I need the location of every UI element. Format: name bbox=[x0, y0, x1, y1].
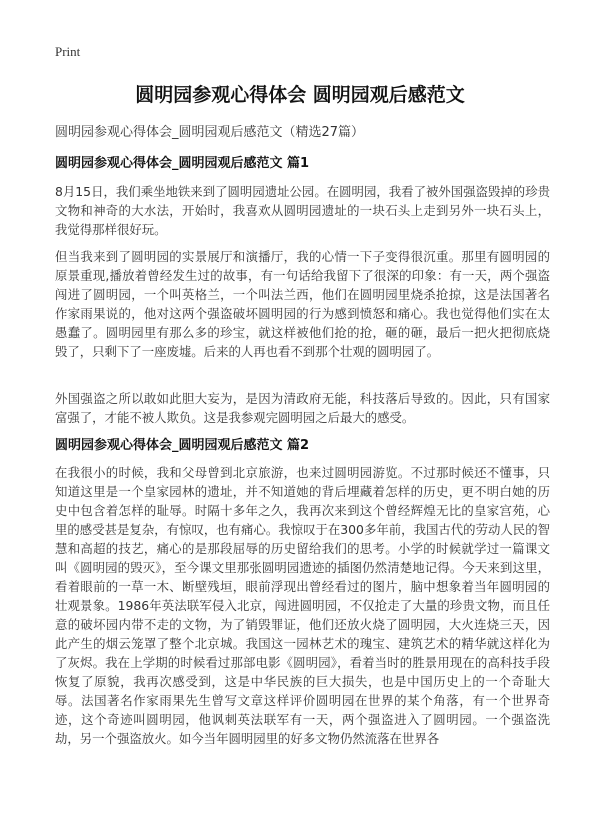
section-heading-1: 圆明园参观心得体会_圆明园观后感范文 篇1 bbox=[55, 156, 310, 171]
section-2-paragraph-1: 在我很小的时候，我和父母曾到北京旅游，也来过圆明园游览。不过那时候还不懂事，只知道这里是一个皇家园林的遗址，并不知道她的背后埋藏着怎样的历史，更不明白她的历史中包含着怎样的耻辱。时隔十多年之久，我再次来到这个曾经辉煌无比的皇家宫苑，心里的感受甚是复杂，有惊叹，也有痛心。我惊叹于在300多年前，我国古代的劳动人民的智慧和高超的技艺，痛心的是那段屈辱的历史留给我们的思考。小学的时候就学过一篇课文叫《圆明园的毁灭》，至今课文里那张圆明园遗迹的插图仍然清楚地记得。今天来到这里，看着眼前的一草一木、断壁残垣，眼前浮现出曾经看过的图片，脑中想象着当年圆明园的壮观景象。1986年英法联军侵入北京，闯进圆明园，不仅抢走了大量的珍贵文物，而且任意的破坏园内带不走的文物，为了销毁罪证，他们还放火烧了圆明园，大火连烧三天，因此产生的烟云笼罩了整个北京城。我国这一园林艺术的瑰宝、建筑艺术的精华就这样化为了灰烬。我在上学期的时候看过那部电影《圆明园》，看着当时的胜景用现在的高科技手段恢复了原貌，我再次感受到，这是中华民族的巨大损失，也是中国历史上的一个奇耻大辱。法国著名作家雨果先生曾写文章这样评价圆明园在世界的某个角落，有一个世界奇迹，这个奇迹叫圆明园，他讽刺英法联军有一天，两个强盗进入了圆明园。一个强盗洗劫，另一个强盗放火。如今当年圆明园里的好多文物仍然流落在世界各 bbox=[55, 465, 550, 746]
section-1-paragraph-1: 8月15日，我们乘坐地铁来到了圆明园遗址公园。在圆明园，我看了被外国强盗毁掉的珍贵文物和神奇的大水法，开始时，我喜欢从圆明园遗址的一块石头上走到另外一块石头上，我觉得那样很好玩。 bbox=[55, 184, 550, 237]
section-heading-2: 圆明园参观心得体会_圆明园观后感范文 篇2 bbox=[55, 438, 310, 453]
section-1-paragraph-3: 外国强盗之所以敢如此胆大妄为，是因为清政府无能，科技落后导致的。因此，只有国家富强了，才能不被人欺负。这是我参观完圆明园之后最大的感受。 bbox=[55, 391, 550, 425]
page-title: 圆明园参观心得体会 圆明园观后感范文 bbox=[135, 84, 465, 106]
document-subtitle: 圆明园参观心得体会_圆明园观后感范文（精选27篇） bbox=[55, 125, 365, 140]
print-link[interactable]: Print bbox=[55, 44, 81, 59]
section-1-paragraph-2: 但当我来到了圆明园的实景展厅和演播厅，我的心情一下子变得很沉重。那里有圆明园的原景重现,播放着曾经发生过的故事，有一句话给我留下了很深的印象：有一天，两个强盗闯进了圆明园，一个叫英格兰，一个叫法兰西，他们在圆明园里烧杀抢掠，这是法国著名作家雨果说的，他对这两个强盗破坏圆明园的行为感到愤怒和痛心。我也觉得他们实在太愚蠢了。圆明园里有那么多的珍宝，就这样被他们抢的抢，砸的砸，最后一把火把彻底烧毁了，只剩下了一座废墟。后来的人再也看不到那个壮观的圆明园了。 bbox=[55, 249, 550, 359]
